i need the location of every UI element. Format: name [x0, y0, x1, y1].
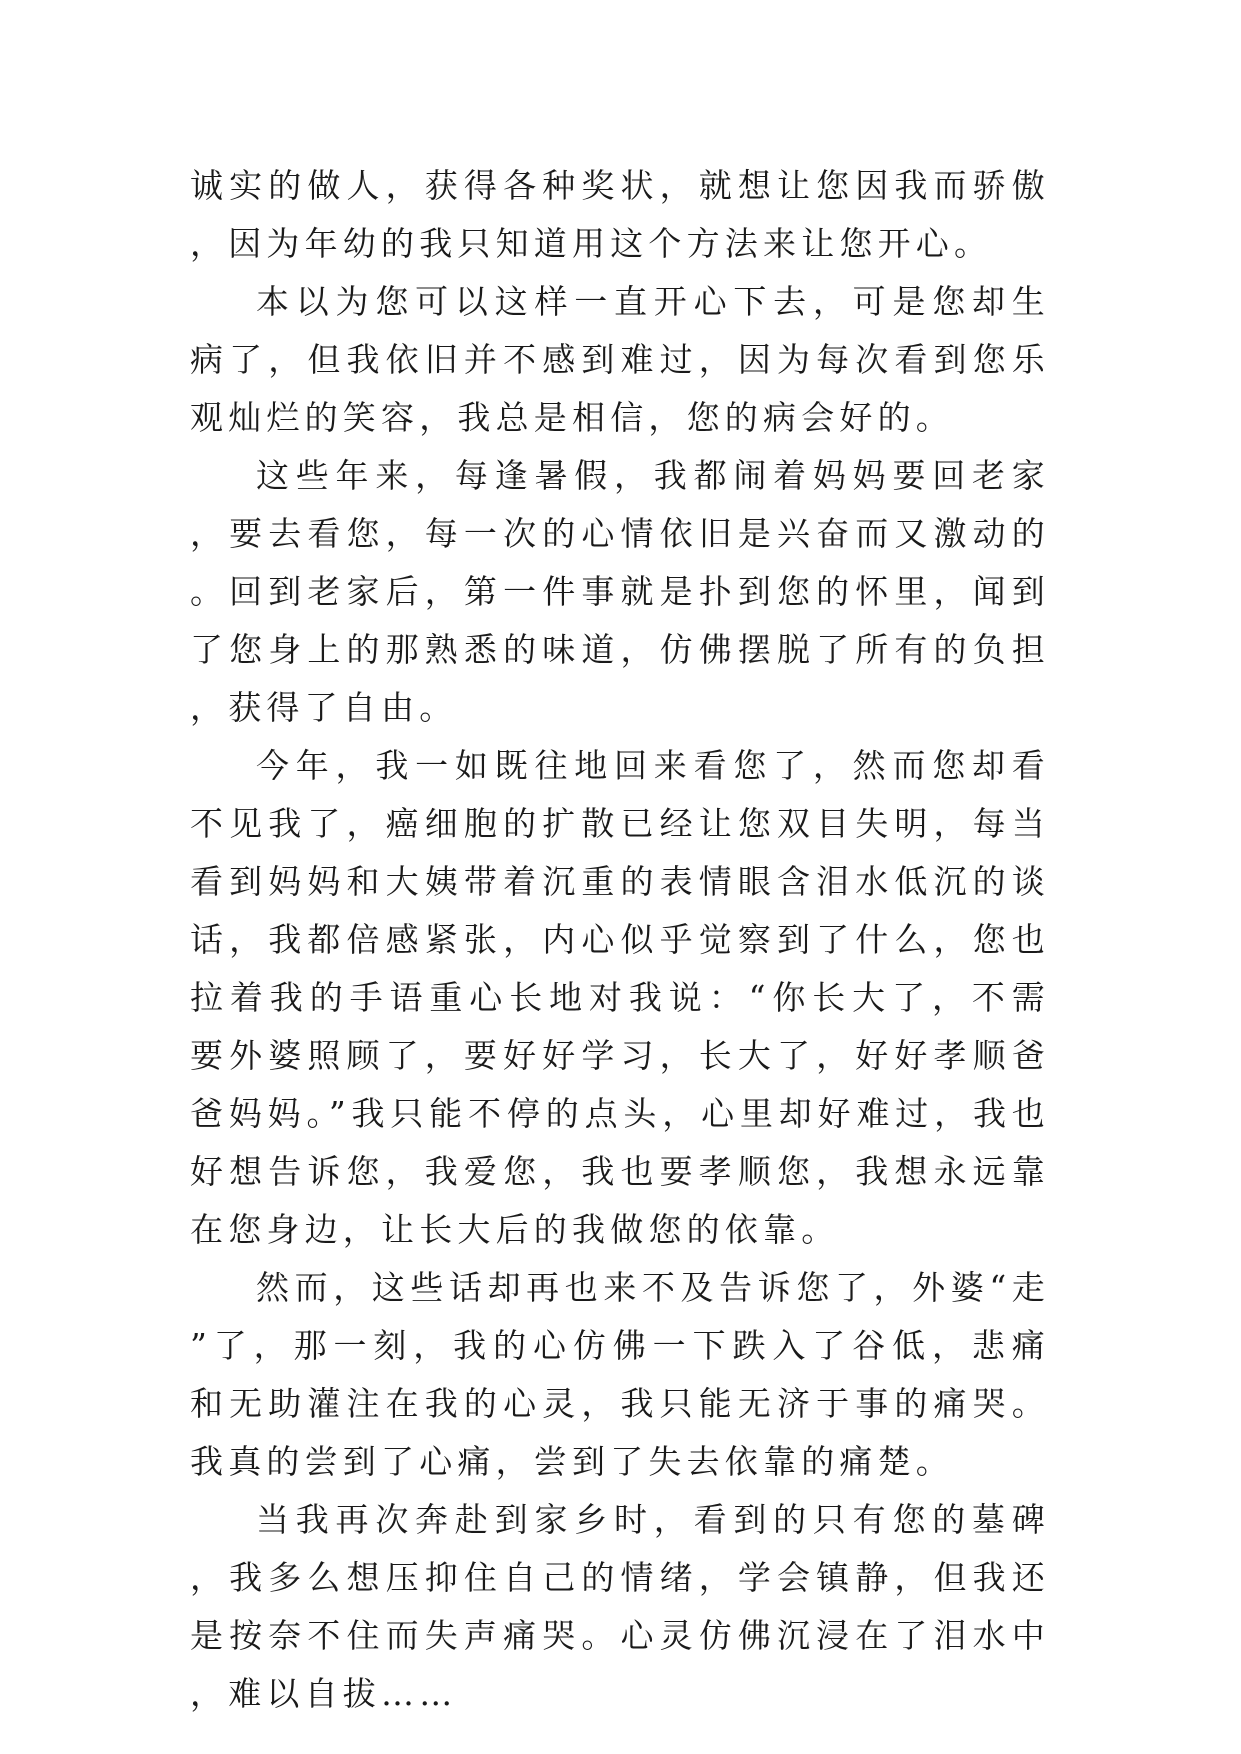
paragraph-2: 本以为您可以这样一直开心下去，可是您却生病了，但我依旧并不感到难过，因为每次看到您乐观灿烂的笑容，我总是相信，您的病会好的。 — [190, 282, 1050, 437]
paragraph-5: 然而，这些话却再也来不及告诉您了，外婆“走”了，那一刻，我的心仿佛一下跌入了谷低，悲痛和无助灌注在我的心灵，我只能无济于事的痛哭。我真的尝到了心痛，尝到了失去依靠的痛楚。 — [190, 1268, 1050, 1481]
paragraph-1: 诚实的做人，获得各种奖状，就想让您因我而骄傲，因为年幼的我只知道用这个方法来让您开心。 — [190, 166, 1050, 263]
document-body — [190, 157, 1050, 1723]
paragraph-4: 今年，我一如既往地回来看您了，然而您却看不见我了，癌细胞的扩散已经让您双目失明，每当看到妈妈和大姨带着沉重的表情眼含泪水低沉的谈话，我都倍感紧张，内心似乎觉察到了什么，您也拉着我的手语重心长地对我说：“你长大了，不需要外婆照顾了，要好好学习，长大了，好好孝顺爸爸妈妈。”我只能不停的点头，心里却好难过，我也好想告诉您，我爱您，我也要孝顺您，我想永远靠在您身边，让长大后的我做您的依靠。 — [190, 746, 1050, 1249]
paragraph-6: 当我再次奔赴到家乡时，看到的只有您的墓碑，我多么想压抑住自己的情绪，学会镇静，但我还是按奈不住而失声痛哭。心灵仿佛沉浸在了泪水中，难以自拔…… — [190, 1500, 1050, 1713]
paragraph-3: 这些年来，每逢暑假，我都闹着妈妈要回老家，要去看您，每一次的心情依旧是兴奋而又激动的。回到老家后，第一件事就是扑到您的怀里，闻到了您身上的那熟悉的味道，仿佛摆脱了所有的负担，获得了自由。 — [190, 456, 1050, 727]
